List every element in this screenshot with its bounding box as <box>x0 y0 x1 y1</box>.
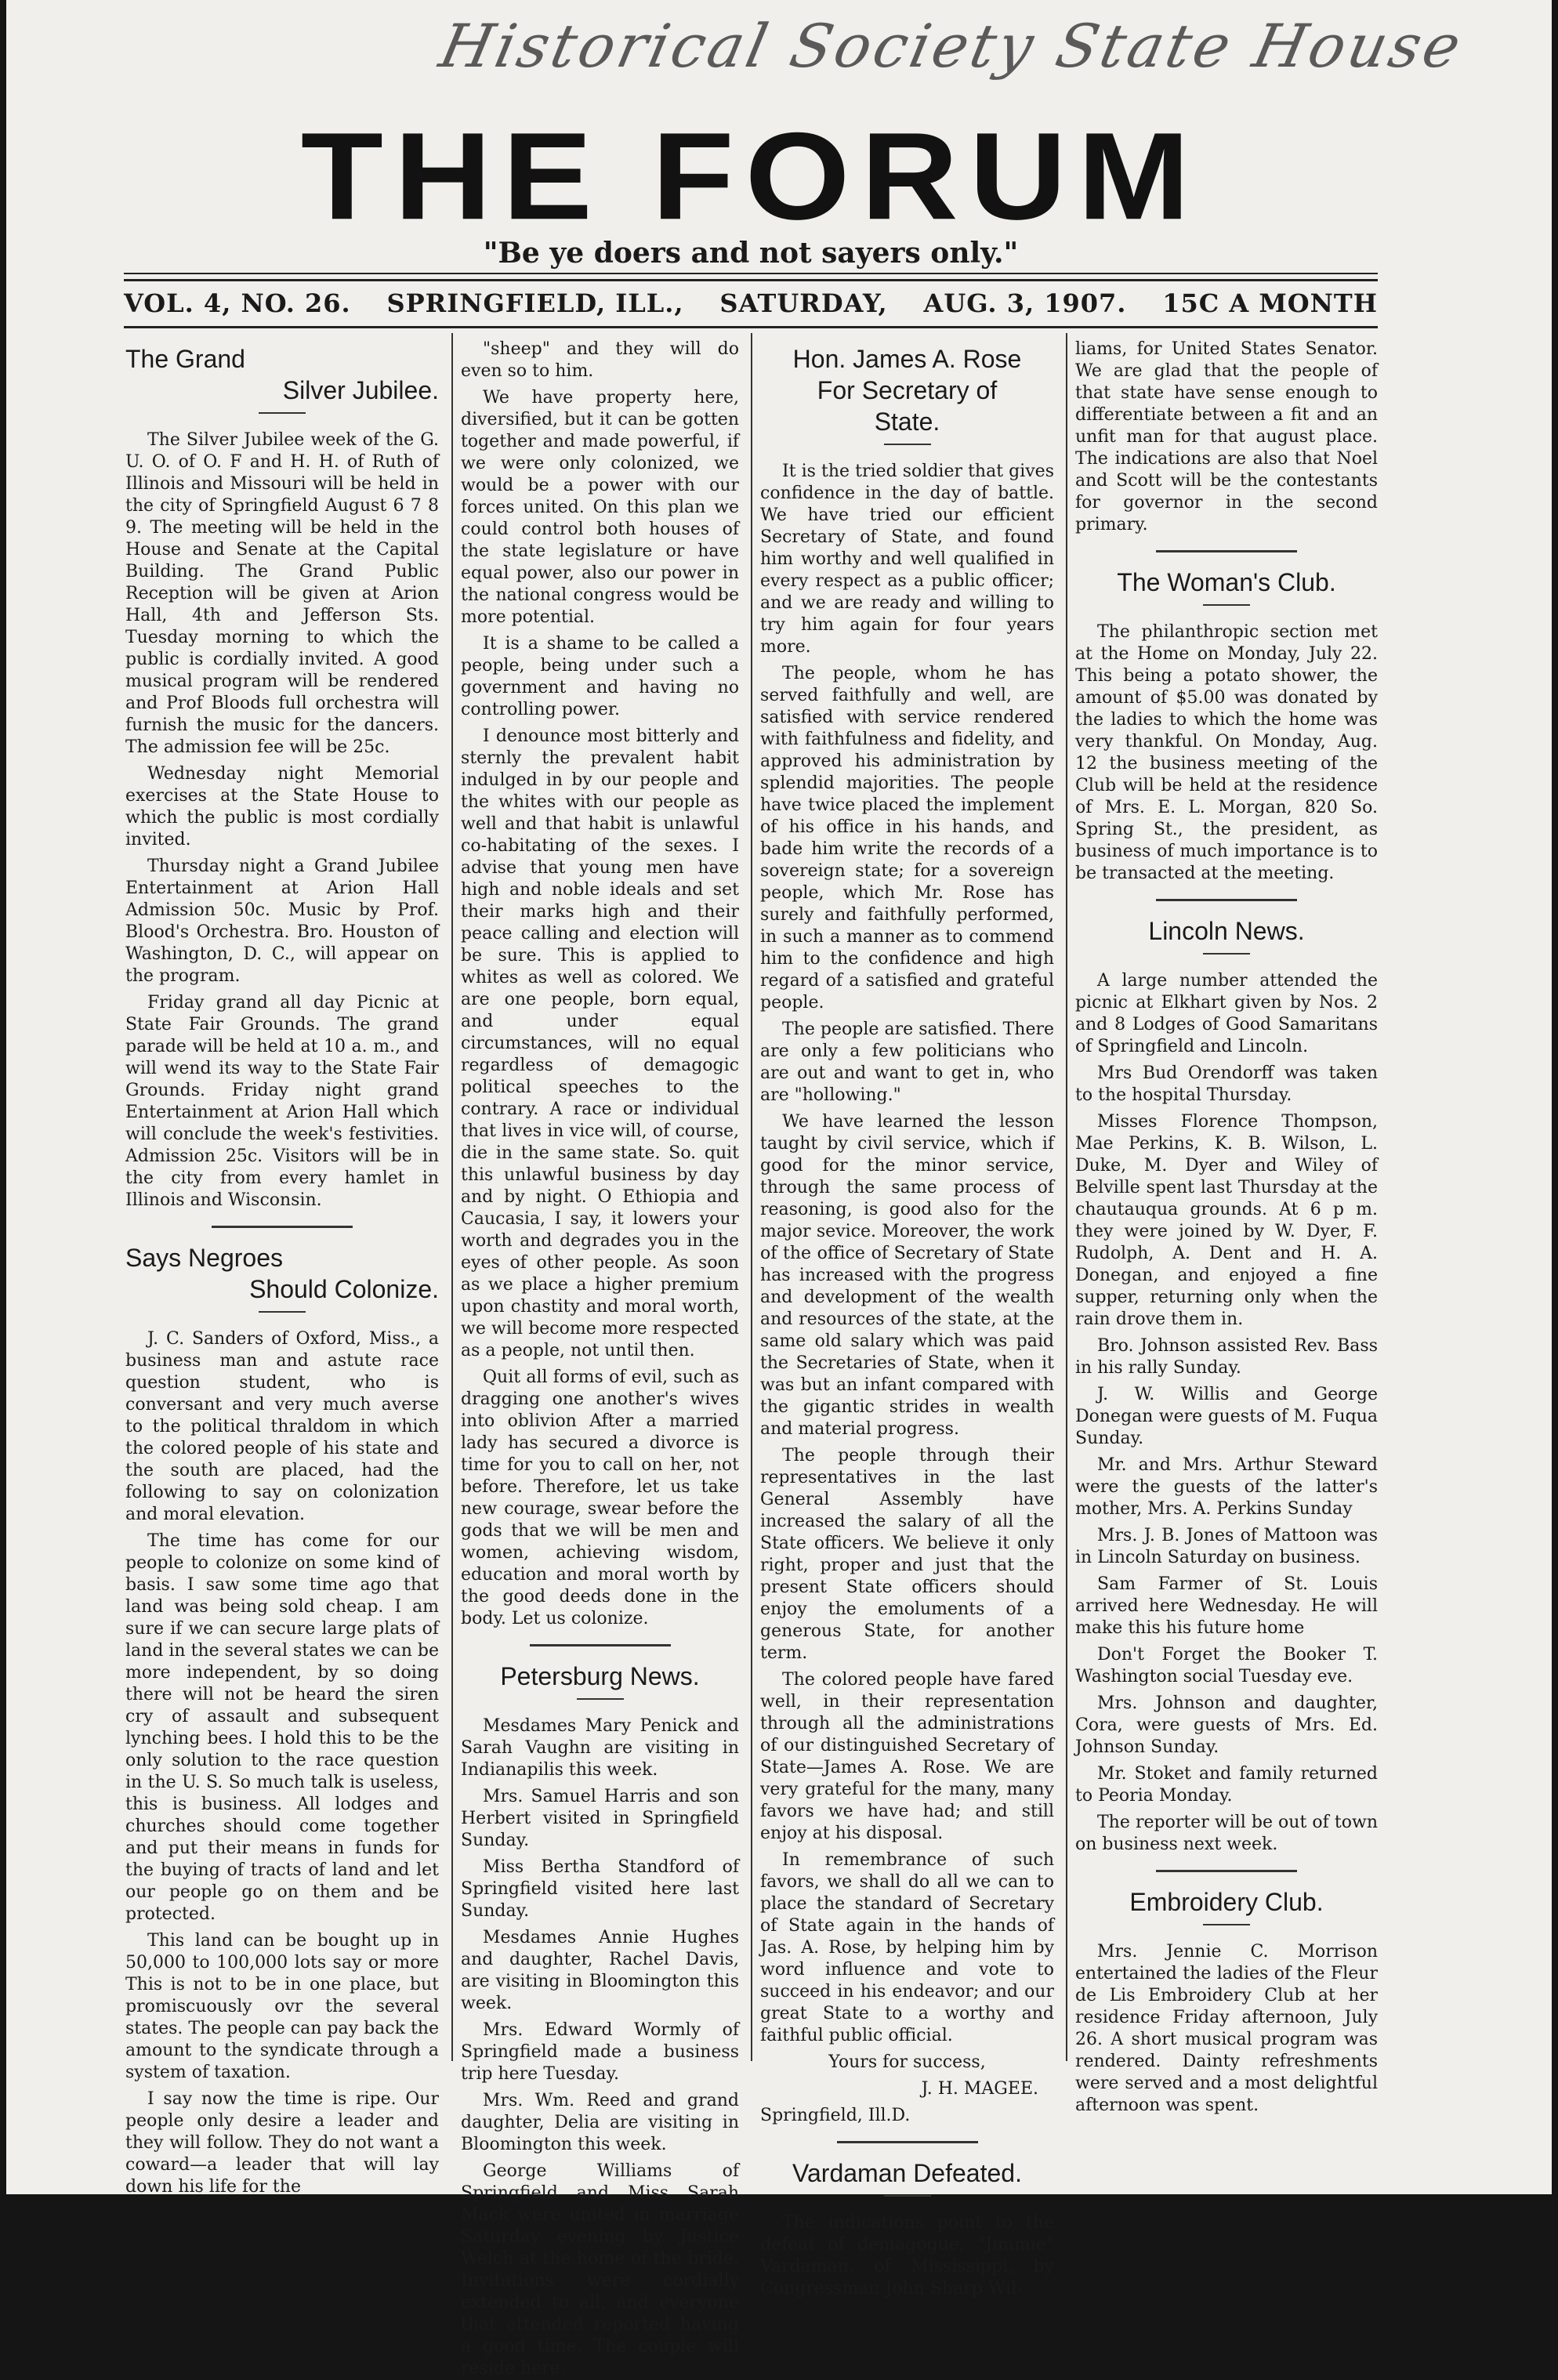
article-paragraph: Friday grand all day Picnic at State Fair Grounds. The grand parade will be held at 10 a. m., and will wend its way to the State Fair Grounds. Friday night grand Entertainment at Arion Hall which will conclude the week's festivities. Admission 25c. Visitors will be in the city from every hamlet in Illinois and Wisconsin. <box>125 993 439 1210</box>
article-paragraph: The people through their representatives in the last General Assembly have increased the salary of all the State officers. We believe it only right, proper and just that the present State officers should enjoy the emoluments of a generous State, for another term. <box>760 1446 1054 1663</box>
article-paragraph: The time has come for our people to colonize on some kind of basis. I saw some time ago that land was being sold cheap. I am sure if we can secure large plats of land in the several states we can be more independent, by so doing there will not be heard the siren cry of assault and subsequent lynching bees. I hold this to be the only solution to the race question in the U. S. So much talk is useless, this is business. All lodges and churches should come together and put their means in funds for the buying of tracts of land and let our people go on them and be protected. <box>125 1531 439 1924</box>
article-paragraph: Thursday night a Grand Jubilee Entertainment at Arion Hall Admission 50c. Music by Prof. Blood's Orchestra. Bro. Houston of Washington, D. C., will appear on the program. <box>125 857 439 986</box>
article-paragraph: We have property here, diversified, but it can be gotten together and made powerful, if we were only colonized, we would be a power with our forces united. On this plan we could control both houses of the state legislature or have equal power, also our power in the national congress would be more potential. <box>461 388 739 627</box>
article-embroidery-club <box>1075 1886 1378 2117</box>
article-negroes-colonize <box>125 1242 439 2198</box>
article-paragraph: The philanthropic section met at the Home on Monday, July 22. This being a potato shower, the amount of $5.00 was donated by the ladies to which the home was very thankful. On Monday, Aug. 12 the business meeting of the Club will be held at the residence of Mrs. E. L. Morgan, 820 So. Spring St., the president, as business of much importance is to be transacted at the meeting. <box>1075 622 1378 883</box>
article-headline <box>1075 915 1378 947</box>
article-paragraph: George Williams of Springfield and Miss Sarah Mack were united in marriage Saturday evening by Justice Welch at the home of the bride. Invitations were cordially extended to all, and everyone that attended reported having a good time. The couple will reside here. <box>461 2161 739 2378</box>
section-separator <box>1156 550 1297 552</box>
article-paragraph: I say now the time is ripe. Our people only desire a leader and they will follow. They do not want a coward—a leader that will lay down his life for the <box>125 2089 439 2197</box>
dateline-day: SATURDAY, <box>719 288 888 318</box>
article-paragraph: This land can be bought up in 50,000 to 100,000 lots say or more This is not to be in one place, but promiscuously ovr the several states. The people can pay back the amount to the syndicate through a system of taxation. <box>125 1931 439 2082</box>
column-4 <box>1075 339 1378 2115</box>
article-lincoln-news <box>1075 915 1378 1856</box>
article-paragraph: The people, whom he has served faithfully and well, are satisfied with service rendered with faithfulness and fidelity, and approved his administration by splendid majorities. The people have twice placed the implement of his office in his hands, and bade him write the records of a sovereign state; for a sovereign people, which Mr. Rose has surely and faithfully performed, in such a manner as to commend him to the confidence and high regard of a satisfied and grateful people. <box>760 664 1054 1012</box>
headline-rule <box>1203 1924 1250 1925</box>
headline-line: Embroidery Club. <box>1129 1888 1324 1916</box>
article-vardaman-defeated <box>760 2157 1054 2300</box>
article-james-rose <box>760 343 1054 2127</box>
headline-rule <box>884 2195 931 2197</box>
headline-line: Hon. James A. Rose <box>792 345 1022 373</box>
letter-closing: Yours for success, <box>828 2052 986 2072</box>
article-paragraph: It is a shame to be called a people, being under such a government and having no controlling power. <box>461 634 739 719</box>
handwritten-archive-note: Historical Society State House <box>433 11 1470 81</box>
article-paragraph: J. W. Willis and George Donegan were guests of M. Fuqua Sunday. <box>1075 1385 1378 1448</box>
article-paragraph: The colored people have fared well, in their representation through all the administrations of our distinguished Secretary of State—James A. Rose. We are very grateful for the many, many favors we have had; and still enjoy at his disposal. <box>760 1670 1054 1843</box>
article-headline <box>461 1661 739 1692</box>
section-separator <box>1156 899 1297 901</box>
article-paragraph: The indications point to the defeat of demagogue, "Jimmie" Vardaman, of Mississippi, by Congressman John Sharp Wil- <box>760 2213 1054 2298</box>
headline-line: The Woman's Club. <box>1117 568 1336 596</box>
column-2 <box>461 339 739 2378</box>
article-paragraph: Mrs. Edward Wormly of Springfield made a business trip here Tuesday. <box>461 2020 739 2084</box>
article-paragraph: The people are satisfied. There are only a few politicians who are out and want to get in, who are "hollowing." <box>760 1020 1054 1105</box>
article-silver-jubilee <box>125 343 439 1212</box>
headline-line: For Secretary of <box>817 376 998 404</box>
article-headline <box>760 2157 1054 2189</box>
section-separator <box>1156 1870 1297 1872</box>
article-paragraph: In remembrance of such favors, we shall do all we can to place the standard of Secretary of State again in the hands of Jas. A. Rose, by helping him by word influence and vote to succeed in his endeavor; and our great State to a worthy and faithful public official. <box>760 1850 1054 2045</box>
masthead-motto: "Be ye doers and not sayers only." <box>483 237 1019 270</box>
article-paragraph: Bro. Johnson assisted Rev. Bass in his rally Sunday. <box>1075 1336 1378 1378</box>
dateline-place: SPRINGFIELD, ILL., <box>386 288 684 318</box>
newspaper-page <box>6 0 1552 2378</box>
article-paragraph: We have learned the lesson taught by civil service, which if good for the minor service, through the same process of reasoning, is good also for the major sevice. Moreover, the work of the office of Secretary of State has increased with the progress and development of the wealth and resources of the state, at the same old salary which was paid the Secretaries of State, when it was but an infant compared with the gigantic strides in wealth and material progress. <box>760 1112 1054 1439</box>
masthead-title: THE FORUM <box>300 107 1201 246</box>
article-headline <box>125 343 439 406</box>
headline-line: Vardaman Defeated. <box>792 2159 1022 2187</box>
section-separator <box>212 1226 353 1228</box>
column-divider <box>451 333 453 2061</box>
article-vardaman-continued <box>1075 339 1378 536</box>
headline-line: State. <box>874 408 940 436</box>
article-paragraph: I denounce most bitterly and sternly the prevalent habit indulged in by our people and the whites with our people as well and that habit is unlawful co-habitating of the sexes. I advise that young men have high and noble ideals and set their marks high and their peace calling and election will be sure. This is applied to whites as well as colored. We are one people, born equal, and under equal circumstances, will no equal regardless of demagogic political speeches to the contrary. A race or individual that lives in vice will, of course, die in the same state. So. quit this unlawful business by day and by night. O Ethiopia and Caucasia, I say, it lowers your worth and degrades you in the eyes of other people. As soon as we place a higher premium upon chastity and moral worth, we will become more respected as a people, not until then. <box>461 726 739 1360</box>
headline-rule <box>884 444 931 445</box>
article-headline <box>1075 1886 1378 1918</box>
article-paragraph: Wednesday night Memorial exercises at the State House to which the public is most cordially invited. <box>125 764 439 849</box>
article-paragraph: Mrs. Jennie C. Morrison entertained the ladies of the Fleur de Lis Embroidery Club at her residence Friday afternoon, July 26. A short musical program was rendered. Dainty refreshments were served and a most delightful afternoon was spent. <box>1075 1942 1378 2115</box>
article-paragraph: J. C. Sanders of Oxford, Miss., a business man and astute race question student, who is conversant and very much averse to the political thraldom in which the colored people of his state and the south are placed, had the following to say on colonization and moral elevation. <box>125 1329 439 1524</box>
article-paragraph: A large number attended the picnic at Elkhart given by Nos. 2 and 8 Lodges of Good Samaritans of Springfield and Lincoln. <box>1075 971 1378 1056</box>
article-paragraph: Quit all forms of evil, such as dragging one another's wives into oblivion After a married lady has secured a divorce is time for you to call on her, not before. Therefore, let us take new courage, swear before the gods that we will be men and women, achieving wisdom, education and moral worth by the good deeds done in the body. Let us colonize. <box>461 1368 739 1628</box>
column-3 <box>760 339 1054 2298</box>
article-paragraph: Mrs. Samuel Harris and son Herbert visited in Springfield Sunday. <box>461 1787 739 1850</box>
headline-line: Says Negroes <box>125 1244 283 1272</box>
article-paragraph: Mrs. J. B. Jones of Mattoon was in Lincoln Saturday on business. <box>1075 1526 1378 1567</box>
article-paragraph: The Silver Jubilee week of the G. U. O. of O. F and H. H. of Ruth of Illinois and Missouri will be held in the city of Springfield August 6 7 8 9. The meeting will be held in the House and Senate at the Capital Building. The Grand Public Reception will be given at Arion Hall, 4th and Jefferson Sts. Tuesday morning to which the public is cordially invited. A good musical program will be rendered and Prof Bloods full orchestra will furnish the music for the dancers. The admission fee will be 25c. <box>125 430 439 757</box>
dateline-bottom-rule <box>124 326 1378 328</box>
letter-location: Springfield, Ill.D. <box>760 2106 911 2125</box>
article-paragraph: Mr. and Mrs. Arthur Steward were the guests of the latter's mother, Mrs. A. Perkins Sunday <box>1075 1455 1378 1519</box>
article-paragraph: Misses Florence Thompson, Mae Perkins, K. B. Wilson, L. Duke, M. Dyer and Wiley of Belville spent last Thursday at the chautauqua grounds. At 6 p m. they were joined by W. Dyer, F. Rudolph, A. Dent and H. A. Donegan, and enjoyed a fine supper, returning only when the rain drove them in. <box>1075 1112 1378 1329</box>
column-divider <box>751 333 752 2061</box>
headline-rule <box>1203 953 1250 955</box>
article-petersburg-news <box>461 1661 739 2380</box>
headline-rule <box>577 1698 624 1700</box>
headline-rule <box>1203 604 1250 606</box>
dateline-price: 15C A MONTH <box>1162 288 1378 318</box>
headline-line: Silver Jubilee. <box>282 376 439 404</box>
article-paragraph: Mr. Stoket and family returned to Peoria Monday. <box>1075 1764 1378 1806</box>
letter-signer: J. H. MAGEE. <box>921 2079 1038 2099</box>
headline-line: Lincoln News. <box>1148 917 1305 945</box>
article-headline <box>125 1242 439 1305</box>
column-divider <box>1066 333 1067 2061</box>
dateline-date: AUG. 3, 1907. <box>923 288 1127 318</box>
article-headline <box>1075 567 1378 598</box>
dateline-top-rule <box>124 279 1378 281</box>
article-paragraph: The reporter will be out of town on business next week. <box>1075 1813 1378 1854</box>
headline-rule <box>259 412 306 414</box>
article-headline <box>760 343 1054 437</box>
dateline <box>124 284 1378 323</box>
article-paragraph: Mesdames Mary Penick and Sarah Vaughn are visiting in Indianapilis this week. <box>461 1716 739 1780</box>
section-separator <box>530 1644 671 1646</box>
article-paragraph: liams, for United States Senator. We are glad that the people of that state have sense enough to differentiate between a fit and an unfit man for that august place. The indications are also that Noel and Scott will be the contestants for governor in the second primary. <box>1075 339 1378 534</box>
article-colonize-continued <box>461 339 739 1630</box>
dateline-volume: VOL. 4, NO. 26. <box>124 288 351 318</box>
article-paragraph: Mrs. Johnson and daughter, Cora, were guests of Mrs. Ed. Johnson Sunday. <box>1075 1694 1378 1757</box>
article-paragraph: Mrs. Wm. Reed and grand daughter, Delia are visiting in Bloomington this week. <box>461 2091 739 2154</box>
column-1 <box>125 339 439 2197</box>
article-paragraph: It is the tried soldier that gives confidence in the day of battle. We have tried our efficient Secretary of State, and found him worthy and well qualified in every respect as a public officer; and we are ready and willing to try him again for four years more. <box>760 462 1054 657</box>
headline-line: The Grand <box>125 345 245 373</box>
headline-rule <box>259 1311 306 1313</box>
headline-line: Should Colonize. <box>249 1275 439 1303</box>
article-paragraph: Don't Forget the Booker T. Washington social Tuesday eve. <box>1075 1645 1378 1686</box>
headline-line: Petersburg News. <box>500 1662 700 1690</box>
article-womans-club <box>1075 567 1378 885</box>
article-paragraph: Mrs Bud Orendorff was taken to the hospital Thursday. <box>1075 1063 1378 1105</box>
article-paragraph: Miss Bertha Standford of Springfield visited here last Sunday. <box>461 1857 739 1921</box>
article-paragraph: Mesdames Annie Hughes and daughter, Rachel Davis, are visiting in Bloomington this week. <box>461 1928 739 2013</box>
article-paragraph: "sheep" and they will do even so to him. <box>461 339 739 381</box>
section-separator <box>837 2141 978 2143</box>
masthead-rule <box>124 273 1378 274</box>
article-paragraph: Sam Farmer of St. Louis arrived here Wednesday. He will make this his future home <box>1075 1574 1378 1638</box>
